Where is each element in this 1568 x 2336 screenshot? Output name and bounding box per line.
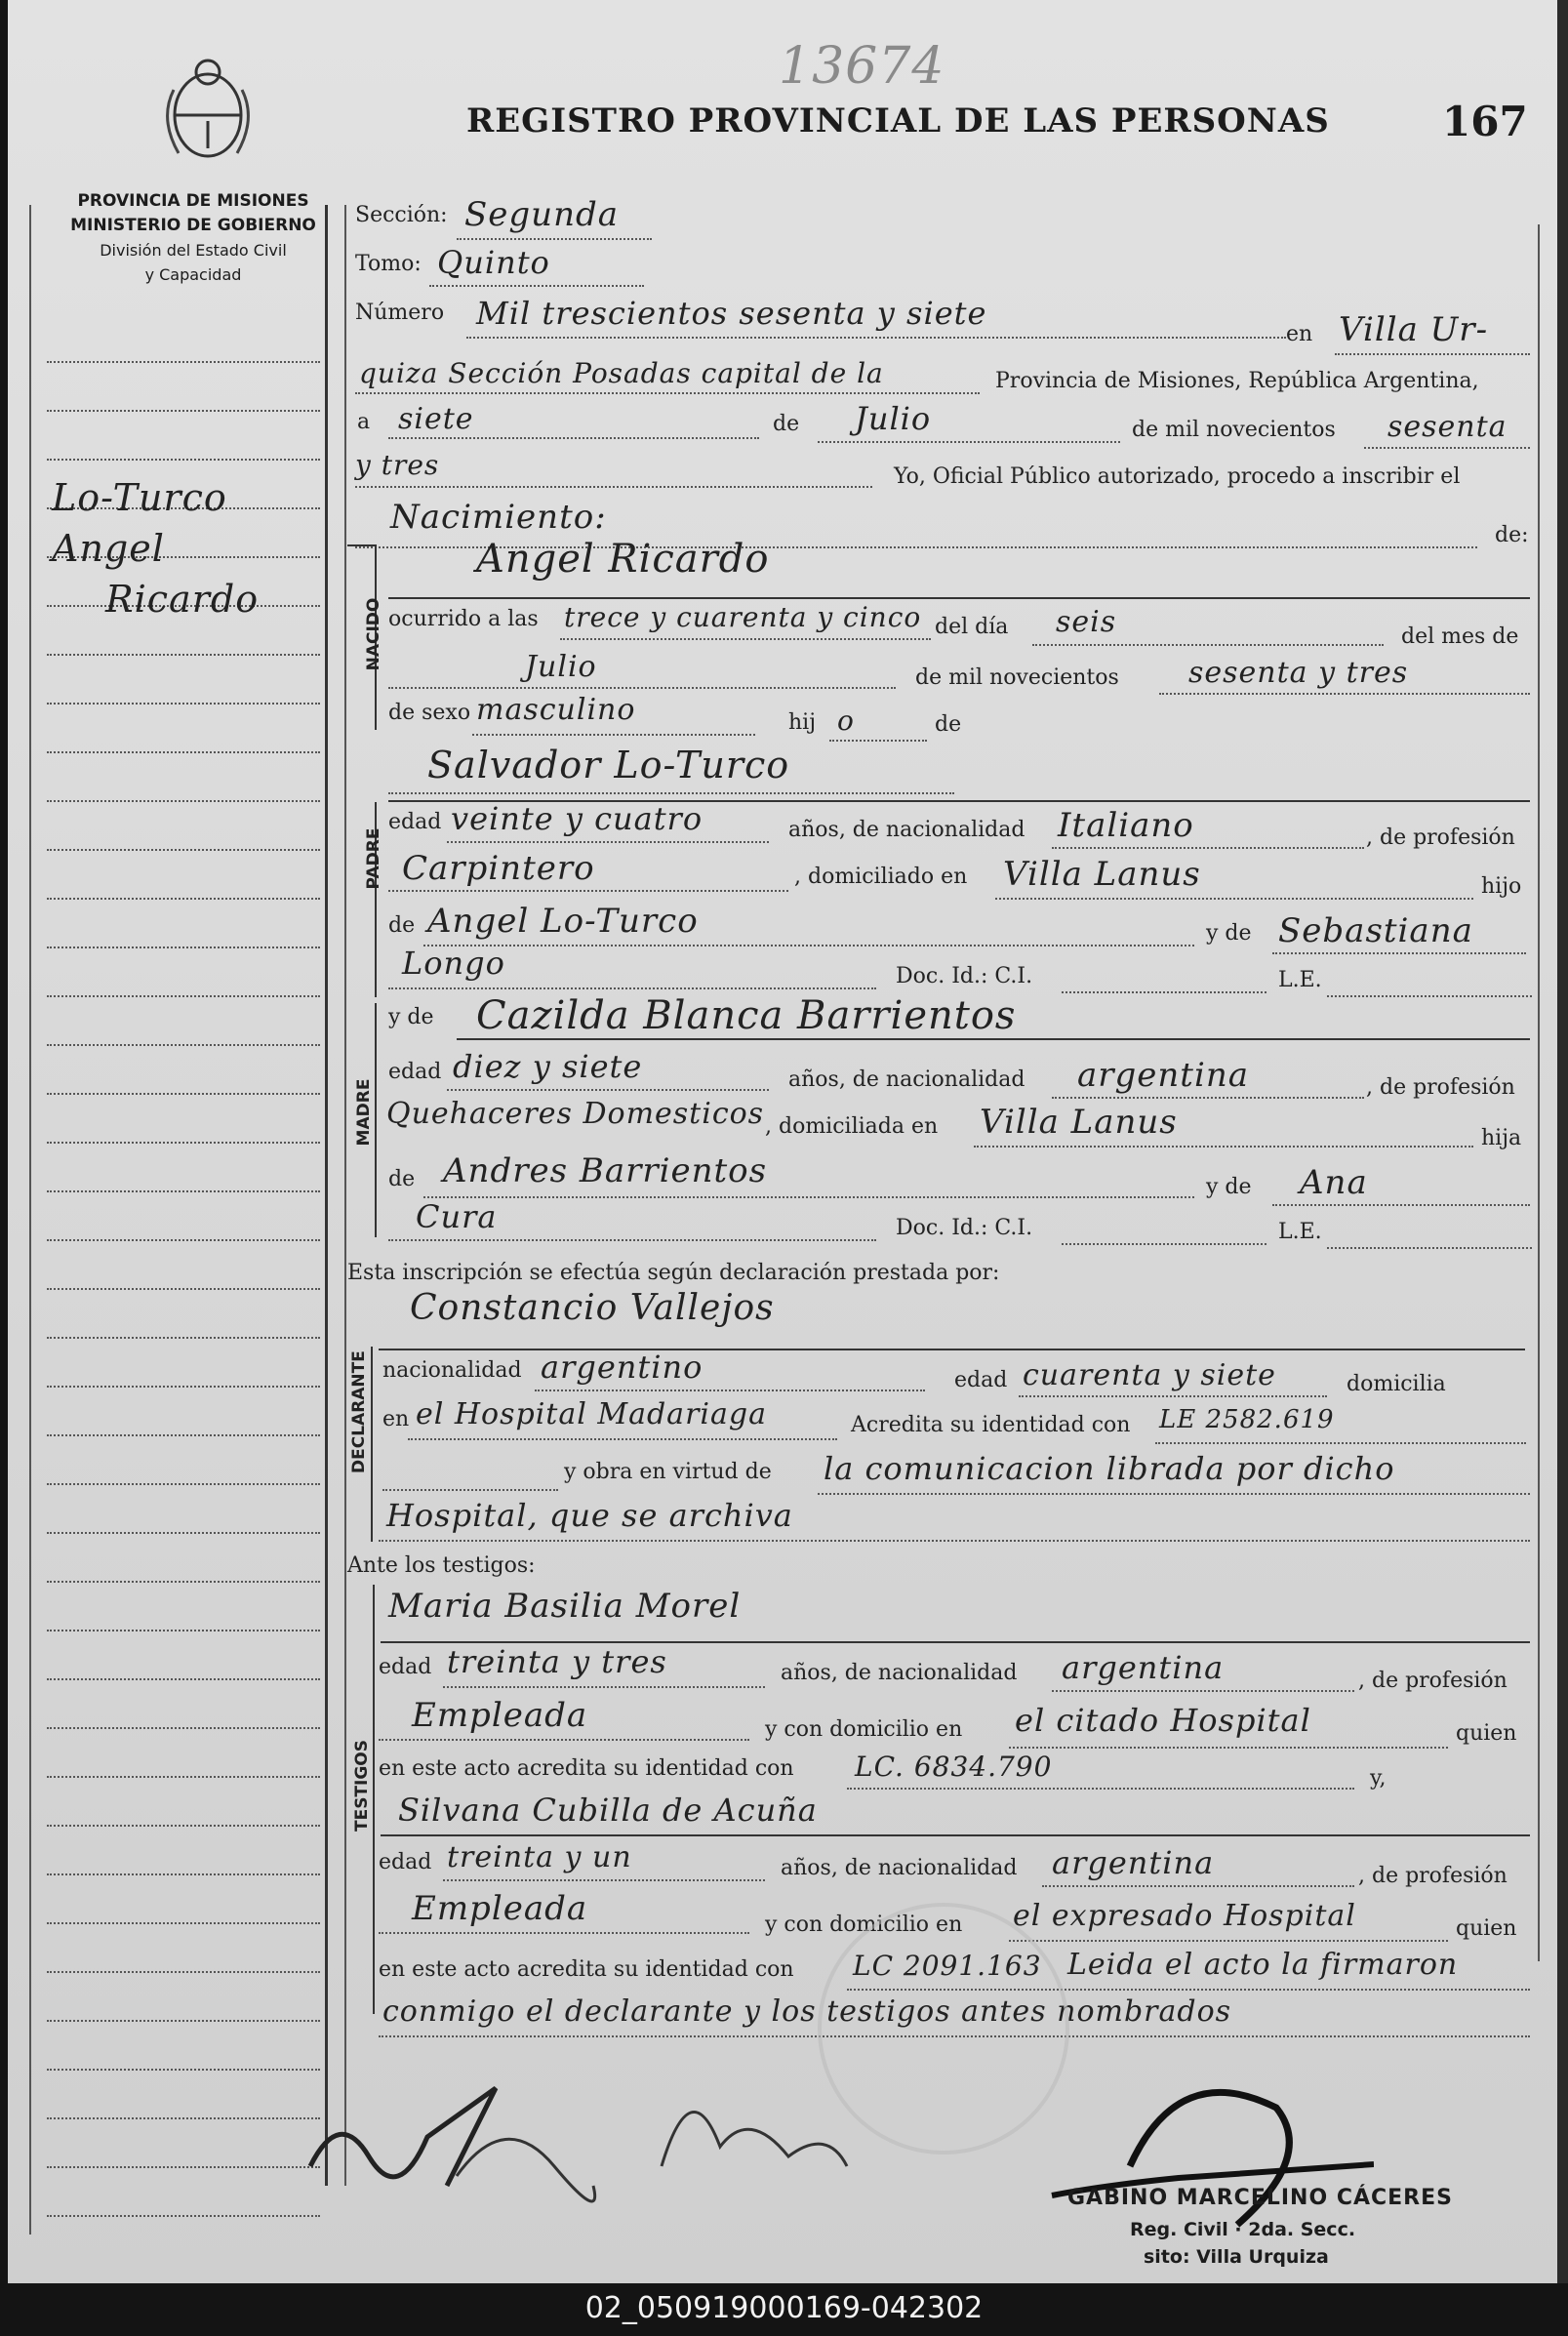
label-esta-inscripcion: Esta inscripción se efectúa según declaración prestada por: — [347, 1261, 1000, 1285]
label-del-dia: del día — [935, 615, 1009, 639]
label-de-3: de — [388, 913, 416, 938]
value-tomo: Quinto — [437, 244, 550, 281]
value-mes: Julio — [855, 400, 932, 437]
margin-ruled-line — [47, 1434, 320, 1436]
value-testigo2-profesion: Empleada — [412, 1889, 588, 1928]
margin-ruled-line — [47, 1727, 320, 1729]
value-testigo1-nombre: Maria Basilia Morel — [388, 1587, 742, 1626]
page-title: REGISTRO PROVINCIAL DE LAS PERSONAS — [466, 101, 1330, 141]
label-edad: edad — [388, 810, 442, 834]
margin-ruled-line — [47, 849, 320, 851]
label-de-4: de — [388, 1167, 416, 1191]
label-hijo: hijo — [1481, 874, 1522, 899]
value-anio-1: sesenta — [1387, 410, 1508, 444]
section-label-nacido: NACIDO — [364, 597, 383, 671]
label-acredita-testigo: en este acto acredita su identidad con — [379, 1756, 794, 1781]
value-madre-nombre: Cazilda Blanca Barrientos — [476, 993, 1017, 1038]
label-numero: Número — [355, 301, 445, 325]
value-padre-domicilio: Villa Lanus — [1003, 855, 1201, 894]
value-dia: siete — [398, 402, 474, 436]
value-declarante-nombre: Constancio Vallejos — [410, 1288, 775, 1328]
value-declarante-domicilio: el Hospital Madariaga — [416, 1397, 767, 1431]
label-del-mes: del mes de — [1401, 624, 1519, 649]
stamp-number: 13674 — [779, 37, 945, 96]
org-line: PROVINCIA DE MISIONES — [77, 191, 309, 211]
label-mil-novecientos: de mil novecientos — [1132, 418, 1336, 442]
label-anos-nac-2: años, de nacionalidad — [788, 1067, 1025, 1092]
value-madre-madre-2: Cura — [416, 1198, 498, 1235]
value-declarante-obra-2: Hospital, que se archiva — [386, 1497, 793, 1534]
label-domiciliado: , domiciliado en — [794, 865, 968, 889]
value-padre-padre: Angel Lo-Turco — [427, 902, 699, 941]
margin-ruled-line — [47, 751, 320, 753]
value-testigo1-documento: LC. 6834.790 — [855, 1751, 1053, 1783]
value-madre-padre: Andres Barrientos — [443, 1151, 768, 1190]
value-sexo: masculino — [476, 693, 636, 727]
value-madre-domicilio: Villa Lanus — [980, 1103, 1178, 1142]
label-seccion: Sección: — [355, 203, 448, 227]
official-lugar: sito: Villa Urquiza — [1144, 2246, 1329, 2268]
label-profesion-4: , de profesión — [1358, 1864, 1508, 1888]
margin-ruled-line — [47, 995, 320, 997]
label-provincia: Provincia de Misiones, República Argentina, — [995, 369, 1479, 393]
margin-ruled-line — [47, 459, 320, 461]
margin-ruled-line — [47, 1873, 320, 1875]
margin-ruled-line — [47, 946, 320, 948]
signatures — [301, 2049, 1374, 2244]
org-line: División del Estado Civil — [100, 241, 287, 260]
label-y-coma: y, — [1370, 1766, 1387, 1791]
margin-ruled-line — [47, 654, 320, 656]
label-quien-2: quien — [1456, 1916, 1517, 1941]
value-lugar-2: quiza Sección Posadas capital de la — [359, 357, 884, 389]
label-profesion-2: , de profesión — [1366, 1075, 1515, 1100]
label-sexo: de sexo — [388, 701, 471, 725]
label-obra-virtud: y obra en virtud de — [564, 1460, 772, 1484]
coat-of-arms-icon — [154, 51, 261, 168]
margin-ruled-line — [47, 1093, 320, 1095]
value-testigo1-nacionalidad: argentina — [1062, 1649, 1225, 1686]
value-padre-madre-1: Sebastiana — [1278, 911, 1473, 950]
label-domicilia: domicilia — [1347, 1372, 1446, 1396]
value-nombre: Angel Ricardo — [476, 537, 770, 582]
margin-ruled-line — [47, 1971, 320, 1973]
label-acredita-testigo-2: en este acto acredita su identidad con — [379, 1957, 794, 1982]
value-madre-edad: diez y siete — [453, 1048, 643, 1085]
right-rule — [1538, 224, 1540, 1961]
column-rule — [344, 205, 346, 2186]
value-padre-profesion: Carpintero — [402, 849, 595, 888]
value-anio-nac: sesenta y tres — [1188, 656, 1409, 690]
margin-ruled-line — [47, 1239, 320, 1241]
value-testigo2-nombre: Silvana Cubilla de Acuña — [398, 1792, 818, 1829]
margin-ruled-line — [47, 1190, 320, 1192]
column-rule — [325, 205, 328, 2186]
label-quien: quien — [1456, 1721, 1517, 1746]
label-hij: hij — [788, 710, 817, 735]
value-declarante-nacionalidad: argentino — [541, 1349, 704, 1386]
page-number: 167 — [1442, 98, 1528, 145]
value-padre-edad: veinte y cuatro — [451, 800, 704, 837]
section-label-padre: PADRE — [364, 827, 383, 890]
section-label-declarante: DECLARANTE — [349, 1350, 369, 1473]
label-profesion-3: , de profesión — [1358, 1669, 1508, 1693]
org-line: MINISTERIO DE GOBIERNO — [70, 216, 316, 235]
label-de: de — [773, 412, 800, 436]
label-de-colon: de: — [1495, 523, 1529, 547]
value-mes-nac: Julio — [525, 650, 597, 684]
value-hora: trece y cuarenta y cinco — [564, 601, 922, 633]
margin-ruled-line — [47, 1483, 320, 1485]
label-en-2: en — [382, 1407, 410, 1431]
margin-ruled-line — [47, 1922, 320, 1924]
label-domiciliada: , domiciliada en — [765, 1114, 939, 1139]
margin-ruled-line — [47, 1142, 320, 1144]
value-testigo2-nacionalidad: argentina — [1052, 1844, 1215, 1881]
label-edad-5: edad — [379, 1850, 432, 1874]
value-numero: Mil trescientos sesenta y siete — [476, 295, 987, 332]
value-testigo2-edad: treinta y un — [447, 1840, 632, 1874]
value-padre-nacionalidad: Italiano — [1058, 806, 1194, 845]
official-name: GABINO MARCELINO CÁCERES — [1067, 2186, 1453, 2210]
margin-ruled-line — [47, 1825, 320, 1827]
label-edad-3: edad — [954, 1368, 1008, 1392]
value-madre-profesion: Quehaceres Domesticos — [386, 1097, 765, 1131]
value-hij-suffix: o — [837, 705, 855, 737]
margin-ruled-line — [47, 2117, 320, 2119]
margin-ruled-line — [47, 410, 320, 412]
value-testigo2-domicilio: el expresado Hospital — [1013, 1899, 1356, 1933]
value-cierre-2: conmigo el declarante y los testigos antes nombrados — [382, 1994, 1232, 2029]
value-seccion: Segunda — [464, 195, 620, 234]
value-padre-madre-2: Longo — [402, 945, 505, 982]
label-anos-nac: años, de nacionalidad — [788, 818, 1025, 842]
label-acredita: Acredita su identidad con — [851, 1413, 1131, 1437]
label-hija: hija — [1481, 1126, 1522, 1150]
margin-ruled-line — [47, 1581, 320, 1583]
value-testigo1-edad: treinta y tres — [447, 1643, 667, 1680]
section-label-madre: MADRE — [354, 1078, 374, 1147]
margin-ruled-line — [47, 1630, 320, 1631]
official-cargo: Reg. Civil · 2da. Secc. — [1130, 2219, 1356, 2240]
label-con-domicilio: y con domicilio en — [765, 1717, 963, 1742]
margin-note-name2: Ricardo — [105, 578, 260, 621]
margin-ruled-line — [47, 1678, 320, 1680]
value-madre-nacionalidad: argentina — [1077, 1056, 1250, 1095]
margin-ruled-line — [47, 2166, 320, 2168]
scan-id: 02_050919000169-042302 — [584, 2291, 984, 2325]
value-padre-nombre: Salvador Lo-Turco — [427, 744, 790, 786]
label-con-domicilio-2: y con domicilio en — [765, 1913, 963, 1937]
value-acto: Nacimiento: — [390, 498, 607, 537]
label-doc-id: Doc. Id.: C.I. — [896, 964, 1033, 988]
label-de-2: de — [935, 712, 962, 737]
margin-ruled-line — [47, 1532, 320, 1534]
value-cierre-1: Leida el acto la firmaron — [1067, 1948, 1459, 1982]
margin-ruled-line — [47, 361, 320, 363]
margin-ruled-line — [47, 2020, 320, 2022]
label-y-de: y de — [1206, 921, 1252, 946]
margin-ruled-line — [47, 1044, 320, 1046]
label-en: en — [1286, 322, 1313, 346]
margin-ruled-line — [47, 2215, 320, 2217]
label-ante-testigos: Ante los testigos: — [347, 1553, 536, 1578]
value-dia-nac: seis — [1056, 605, 1117, 639]
margin-note-name1: Angel — [52, 527, 165, 570]
margin-note-surname: Lo-Turco — [52, 476, 227, 519]
margin-ruled-line — [47, 898, 320, 900]
label-edad-4: edad — [379, 1655, 432, 1679]
value-anio-2: y tres — [355, 449, 440, 481]
org-line: y Capacidad — [144, 265, 242, 284]
label-nacionalidad: nacionalidad — [382, 1358, 522, 1383]
label-anos-nac-3: años, de nacionalidad — [781, 1661, 1018, 1685]
label-anos-nac-4: años, de nacionalidad — [781, 1856, 1018, 1880]
margin-ruled-line — [47, 1337, 320, 1339]
document-page — [8, 0, 1568, 2283]
value-declarante-obra-1: la comunicacion librada por dicho — [824, 1450, 1395, 1487]
label-y-de-3: y de — [1206, 1175, 1252, 1199]
org-block — [52, 189, 335, 287]
margin-rule — [29, 205, 31, 2235]
value-testigo1-profesion: Empleada — [412, 1696, 588, 1735]
label-tomo: Tomo: — [355, 252, 422, 276]
value-lugar-1: Villa Ur- — [1339, 310, 1489, 349]
margin-ruled-line — [47, 1386, 320, 1388]
label-le: L.E. — [1278, 968, 1322, 992]
label-profesion: , de profesión — [1366, 826, 1515, 850]
label-edad-2: edad — [388, 1060, 442, 1084]
section-label-testigos: TESTIGOS — [352, 1739, 372, 1833]
label-le-2: L.E. — [1278, 1220, 1322, 1244]
label-y-de-2: y de — [388, 1005, 434, 1029]
value-testigo1-domicilio: el citado Hospital — [1015, 1702, 1311, 1739]
label-ocurrido: ocurrido a las — [388, 607, 539, 631]
label-doc-id-2: Doc. Id.: C.I. — [896, 1216, 1033, 1240]
value-declarante-documento: LE 2582.619 — [1159, 1405, 1335, 1434]
value-testigo2-documento: LC 2091.163 — [853, 1950, 1042, 1982]
value-madre-madre-1: Ana — [1300, 1163, 1368, 1202]
label-mil-novecientos-2: de mil novecientos — [915, 665, 1119, 690]
margin-ruled-line — [47, 800, 320, 802]
label-a: a — [357, 410, 371, 434]
margin-ruled-line — [47, 1776, 320, 1778]
margin-ruled-line — [47, 703, 320, 705]
margin-ruled-line — [47, 1288, 320, 1290]
margin-ruled-line — [47, 2069, 320, 2071]
label-yo-oficial: Yo, Oficial Público autorizado, procedo a inscribir el — [894, 464, 1461, 489]
value-declarante-edad: cuarenta y siete — [1023, 1358, 1276, 1392]
